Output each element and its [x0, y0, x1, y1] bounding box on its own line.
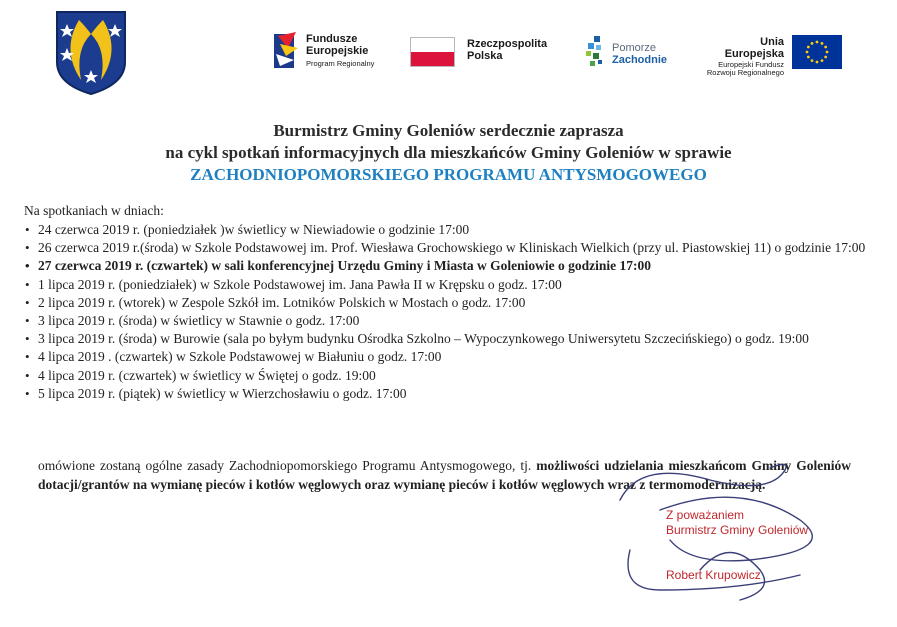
meeting-list — [24, 221, 874, 403]
meeting-item: • 24 czerwca 2019 r. (poniedziałek )w świetlicy w Niewiadowie o godzinie 17:00 — [24, 221, 874, 239]
coat-of-arms-icon — [55, 10, 127, 96]
summary-bold: możliwości udzielania mieszkańcom Gminy Goleniów dotacji/grantów na wymianę pieców i kotłów węglowych oraz wymianę pieców i kotłów węglowych wraz z termomodernizacją. — [38, 458, 851, 492]
heading-line-2: na cykl spotkań informacyjnych dla mieszkańców Gminy Goleniów w sprawie — [165, 143, 732, 162]
logo-line: Rzeczpospolita — [467, 38, 548, 50]
eu-flag-icon — [792, 35, 842, 69]
invitation-heading — [0, 120, 897, 186]
pomorze-zachodnie-logo — [612, 42, 667, 67]
logo-line: Europejski Fundusz — [718, 59, 784, 69]
summary-plain: omówione zostaną ogólne zasady Zachodniopomorskiego Programu Antysmogowego, tj. — [38, 458, 532, 473]
meeting-item: • 1 lipca 2019 r. (poniedziałek) w Szkole Podstawowej im. Jana Pawła II w Krępsku o godz. 17:00 — [24, 276, 874, 294]
logo-line: Zachodnie — [612, 54, 668, 67]
meeting-item: • 4 lipca 2019 r. (czwartek) w świetlicy w Świętej o godz. 19:00 — [24, 367, 874, 385]
pomorze-zachodnie-logo-icon — [584, 36, 606, 70]
meeting-item: • 27 czerwca 2019 r. (czwartek) w sali konferencyjnej Urzędu Gminy i Miasta w Goleniowie o godzinie 17:00 — [24, 257, 874, 275]
unia-europejska-logo — [700, 36, 784, 77]
meeting-item: • 3 lipca 2019 r. (środa) w Burowie (sala po byłym budynku Ośrodka Szkolno – Wypoczynkowego Uniwersytetu Szczecińskiego) o godz. 19:00 — [24, 330, 874, 348]
meeting-item: • 3 lipca 2019 r. (środa) w świetlicy w Stawnie o godz. 17:00 — [24, 312, 874, 330]
logo-line: Pomorze — [612, 42, 657, 54]
logo-line: Europejskie — [306, 45, 369, 58]
heading-line-1: Burmistrz Gminy Goleniów serdecznie zaprasza — [273, 121, 624, 140]
signature-closing: Z poważaniem — [666, 508, 745, 522]
logo-line: Rozwoju Regionalnego — [706, 68, 784, 78]
heading-line-3: ZACHODNIOPOMORSKIEGO PROGRAMU ANTYSMOGOWEGO — [190, 165, 707, 184]
polish-flag-icon — [410, 37, 455, 67]
meeting-item: • 2 lipca 2019 r. (wtorek) w Zespole Szkół im. Lotników Polskich w Mostach o godz. 17:00 — [24, 294, 874, 312]
logo-line: Fundusze — [306, 33, 358, 45]
intro-text: Na spotkaniach w dniach: — [24, 203, 164, 218]
meeting-item: • 5 lipca 2019 r. (piątek) w świetlicy w Wierzchosławiu o godz. 17:00 — [24, 385, 874, 403]
logo-line: Polska — [467, 50, 503, 63]
rzeczpospolita-polska-logo — [467, 38, 547, 63]
logo-line: Unia Europejska — [724, 36, 784, 61]
signature-title: Burmistrz Gminy Goleniów — [666, 523, 809, 537]
fundusze-europejskie-logo — [306, 33, 374, 68]
meeting-item: • 4 lipca 2019 . (czwartek) w Szkole Podstawowej w Białuniu o godz. 17:00 — [24, 348, 874, 366]
logo-line: Program Regionalny — [306, 58, 375, 68]
meeting-item: • 26 czerwca 2019 r.(środa) w Szkole Podstawowej im. Prof. Wiesława Grochowskiego w Kliniskach Wielkich (przy ul. Piastowskiej 11) o godzinie 17:00 — [24, 239, 874, 257]
fundusze-europejskie-logo-icon — [274, 30, 300, 70]
signature-name: Robert Krupowicz — [666, 568, 761, 582]
